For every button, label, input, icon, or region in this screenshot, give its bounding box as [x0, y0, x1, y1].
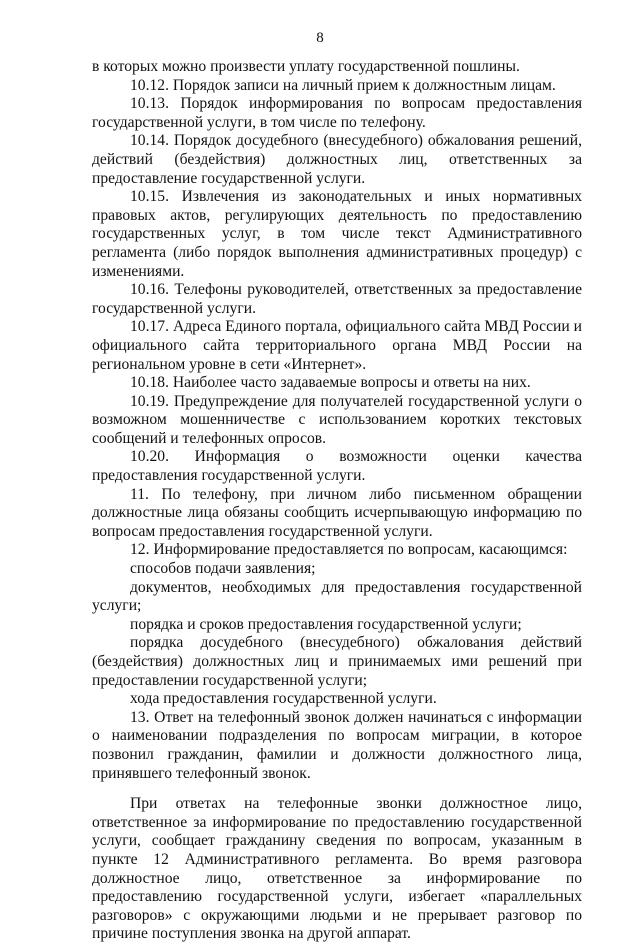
paragraph-13: 13. Ответ на телефонный звонок должен начинаться с информации о наименовании подразделения по вопросам миграции, в которое позвонил гражданин, фамилии и должности должностного лица, принявшего телефонный звонок. [92, 708, 582, 782]
paragraph-10-19: 10.19. Предупреждение для получателей государственной услуги о возможном мошенничестве с использованием коротких текстовых сообщений и телефонных опросов. [92, 392, 582, 447]
document-body [92, 58, 582, 944]
paragraph-10-12: 10.12. Порядок записи на личный прием к должностным лицам. [130, 76, 556, 94]
paragraph-10-14: 10.14. Порядок досудебного (внесудебного) обжалования решений, действий (бездействия) должностных лиц, ответственных за предоставление государственной услуги. [92, 132, 582, 187]
paragraph-10-16: 10.16. Телефоны руководителей, ответственных за предоставление государственной услуги. [92, 281, 582, 317]
paragraph-10-13: 10.13. Порядок информирования по вопросам предоставления государственной услуги, в том числе по телефону. [92, 95, 582, 131]
list-item-appeal-procedure: порядка досудебного (внесудебного) обжалования действий (бездействия) должностных лиц и принимаемых ими решений при предоставлении государственной услуги; [92, 634, 582, 689]
list-item-required-documents: документов, необходимых для предоставления государственной услуги; [92, 578, 582, 615]
list-item-procedure-and-terms: порядка и сроков предоставления государственной услуги; [130, 615, 522, 633]
paragraph-11: 11. По телефону, при личном либо письменном обращении должностные лица обязаны сообщить исчерпывающую информацию по вопросам предоставления государственной услуги. [92, 485, 582, 540]
list-item-service-progress: хода предоставления государственной услуги. [130, 690, 437, 708]
page-number: 8 [316, 30, 324, 46]
list-item-submission-methods: способов подачи заявления; [130, 560, 316, 578]
paragraph-10-18: 10.18. Наиболее часто задаваемые вопросы и ответы на них. [130, 374, 531, 392]
paragraph-12: 12. Информирование предоставляется по вопросам, касающимся: [130, 541, 568, 559]
paragraph-phone-answers: При ответах на телефонные звонки должностное лицо, ответственное за информирование по предоставлению государственной услуги, сообщает гражданину сведения по вопросам, указанным в пункте 12 Административного регламента. Во время разговора должностное лицо, ответственное за информирование по предоставлению государственной услуги, избегает «параллельных разговоров» с окружающими людьми и не прерывает разговор по причине поступления звонка на другой аппарат. [92, 795, 582, 943]
paragraph-10-15: 10.15. Извлечения из законодательных и иных нормативных правовых актов, регулирующих деятельность по предоставлению государственных услуг, в том числе текст Административного регламента (либо порядок выполнения административных процедур) с изменениями. [92, 188, 582, 280]
paragraph-continuation: в которых можно произвести уплату государственной пошлины. [92, 58, 520, 75]
paragraph-10-20: 10.20. Информация о возможности оценки качества предоставления государственной услуги. [92, 448, 582, 485]
paragraph-10-17: 10.17. Адреса Единого портала, официального сайта МВД России и официального сайта территориального органа МВД России на региональном уровне в сети «Интернет». [92, 318, 582, 373]
